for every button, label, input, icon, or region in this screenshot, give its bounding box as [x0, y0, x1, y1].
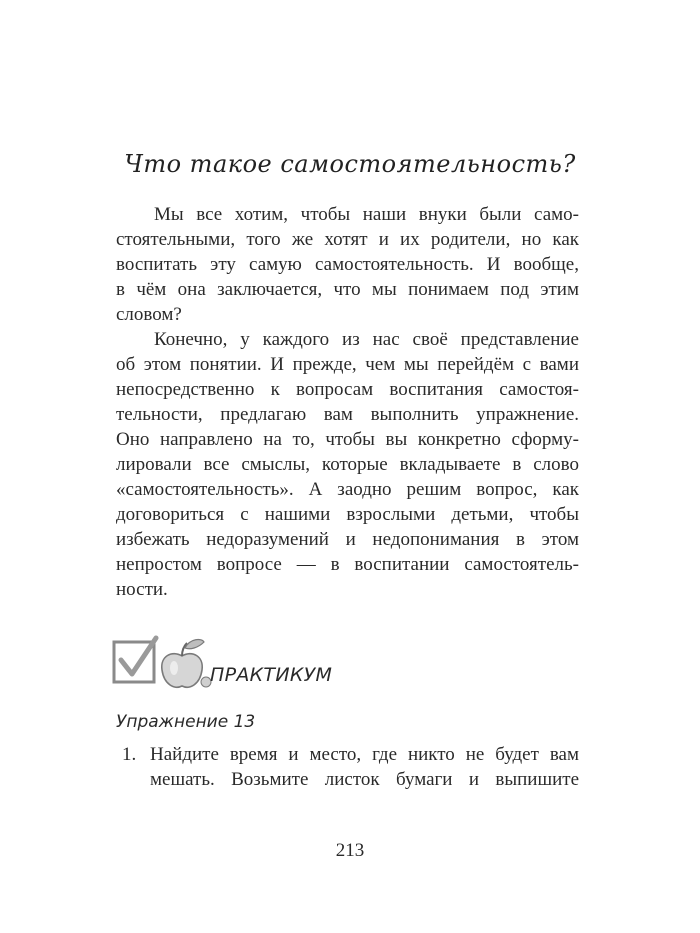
- checkbox-apple-icon: [112, 634, 212, 694]
- exercise-list: [116, 742, 579, 792]
- paragraph-line: Конечно, у каждого из нас своё представление: [154, 329, 579, 350]
- paragraph-line: избежать недоразумений и недопонимания в этом: [116, 529, 579, 550]
- body-text: [116, 202, 579, 602]
- paragraph: [116, 202, 579, 327]
- paragraph-line: договориться с нашими взрослыми детьми, чтобы: [116, 504, 579, 525]
- paragraph-line: «самостоятельность». А заодно решим вопрос, как: [116, 479, 579, 500]
- list-item-line: мешать. Возьмите листок бумаги и выпишите: [150, 769, 579, 790]
- page-number: 213: [335, 840, 365, 861]
- paragraph-line: ности.: [116, 579, 168, 600]
- paragraph-line: стоятельными, того же хотят и их родители, но как: [116, 229, 579, 250]
- list-item-number: 1.: [122, 744, 137, 765]
- paragraph-line: Мы все хотим, чтобы наши внуки были само-: [154, 204, 579, 225]
- section-title: Что такое самостоятельность?: [124, 150, 576, 178]
- exercise-title: Упражнение 13: [116, 712, 256, 732]
- list-item-line: Найдите время и место, где никто не будет вам: [150, 744, 579, 765]
- list-item-body: [150, 742, 579, 792]
- practicum-heading: [112, 634, 592, 694]
- paragraph-line: тельности, предлагаю вам выполнить упражнение.: [116, 404, 579, 425]
- paragraph: [116, 327, 579, 602]
- paragraph-line: непосредственно к вопросам воспитания самостоя-: [116, 379, 579, 400]
- list-item: [116, 742, 579, 792]
- paragraph-line: воспитать эту самую самостоятельность. И вообще,: [116, 254, 579, 275]
- paragraph-line: об этом понятии. И прежде, чем мы перейдём с вами: [116, 354, 579, 375]
- paragraph-line: непростом вопросе — в воспитании самостоятель-: [116, 554, 579, 575]
- paragraph-line: в чём она заключается, что мы понимаем под этим: [116, 279, 579, 300]
- practicum-label: ПРАКТИКУМ: [210, 664, 333, 686]
- paragraph-line: Оно направлено на то, чтобы вы конкретно сформу-: [116, 429, 579, 450]
- paragraph-line: словом?: [116, 304, 182, 325]
- paragraph-line: лировали все смыслы, которые вкладываете в слово: [116, 454, 579, 475]
